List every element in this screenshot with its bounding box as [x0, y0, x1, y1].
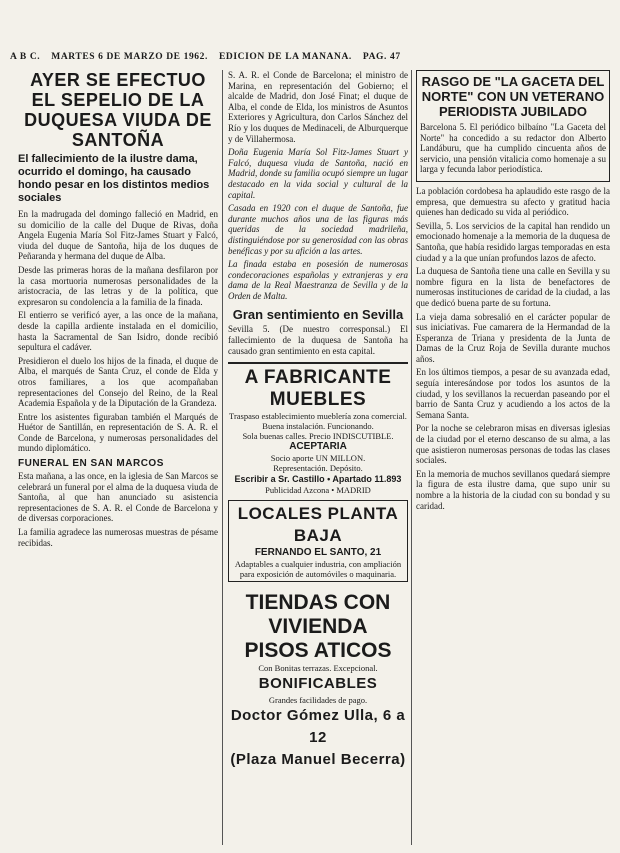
article-paragraph: Esta mañana, a las once, en la iglesia de San Marcos se celebrará un funeral por el alma de la duquesa viuda de Santoña, al que han anunciado su asistencia representaciones de S. A. R. el Conde de Barcelona y de diversas corporaciones.	[18, 471, 218, 524]
gaceta-headline: RASGO DE "LA GACETA DEL NORTE" CON UN VETERANO PERIODISTA JUBILADO	[421, 74, 605, 119]
column-1	[18, 70, 218, 850]
ad-line: Sola buenas calles. Precio INDISCUTIBLE.	[242, 431, 394, 442]
column-3	[416, 70, 610, 850]
ad-shops	[228, 588, 408, 771]
italic-paragraph: La finada estaba en posesión de numerosas condecoraciones españolas y extranjeras y era dama de la Real Maestranza de Sevilla y de la Orden de Malta.	[228, 259, 408, 301]
funeral-subhead: FUNERAL EN SAN MARCOS	[18, 458, 164, 470]
ad-contact: Escribir a Sr. Castillo • Apartado 11.893	[234, 474, 402, 485]
edition: EDICION DE LA MAÑANA.	[218, 52, 352, 62]
article-paragraph: Presidieron el duelo los hijos de la finada, el duque de Alba, el marqués de Santa Cruz, el conde de Elda y otros familiares, a los que acompañaban representaciones del Consejo del Reino, de la Real Academia Española y de la Diputación de la Grandeza.	[18, 355, 218, 409]
ad-premises	[228, 500, 408, 582]
ad-bold-line: ACEPTARIA	[289, 441, 347, 453]
column-2	[228, 70, 408, 850]
article-paragraph: En la madrugada del domingo falleció en Madrid, en su domicilio de la calle del Duque de Rivas, doña Angela Eugenia María Sol Fitz-James Stuart y Falcó, viuda del duque de Santoña, hija de los duques de Peñaranda y hermana del duque de Alba.	[18, 209, 218, 262]
ad-shops-facilities: Grandes facilidades de pago.	[268, 695, 368, 706]
ad-furniture-title: A FABRICANTE MUEBLES	[244, 367, 392, 411]
article-paragraph: Por la noche se celebraron misas en diversas iglesias de la ciudad por el eterno descanso de su alma, a las que asistieron numerosas personas de todas las clases sociales.	[416, 423, 610, 466]
ad-premises-address: FERNANDO EL SANTO, 21	[254, 547, 382, 559]
main-deck: El fallecimiento de la ilustre dama, ocurrido el domingo, ha causado hondo pesar en los distintos medios sociales	[18, 153, 210, 204]
ad-shops-address: Doctor Gómez Ulla, 6 a 12	[230, 707, 406, 747]
sevilla-text: Sevilla 5. (De nuestro corresponsal.) El fallecimiento de la duquesa de Santoña ha causado gran sentimiento en esta capital.	[228, 324, 408, 356]
issue-date: MARTES 6 DE MARZO DE 1962.	[51, 52, 208, 62]
ad-shops-small: Con Bonitas terrazas. Excepcional.	[258, 663, 378, 674]
running-head	[10, 52, 610, 66]
gaceta-box	[416, 70, 610, 182]
ad-line: Representación. Depósito.	[273, 463, 363, 474]
column-rule	[411, 70, 412, 845]
gaceta-text: Barcelona 5. El periódico bilbaíno "La Gaceta del Norte" ha concedido a su redactor don Alberto Landáburu, que ha cumplido cincuenta años de servicio, una pensión vitalicia como homenaje a su larga y fecunda labor periodística.	[420, 122, 606, 175]
article-paragraph: Desde las primeras horas de la mañana desfilaron por la casa mortuoria numerosas personalidades de la aristocracia, de las letras y de la política, que expresaron su condolencia a la familia de la finada.	[18, 264, 218, 307]
ad-agency: Publicidad Azcona • MADRID	[265, 485, 371, 496]
ad-premises-text: Adaptables a cualquier industria, con ampliación para exposición de automóviles o maquinaria.	[234, 559, 402, 580]
ad-shops-place: (Plaza Manuel Becerra)	[230, 751, 406, 769]
main-headline: AYER SE EFECTUO EL SEPELIO DE LA DUQUESA VIUDA DE SANTOÑA	[24, 70, 212, 150]
ad-shops-bonificables: BONIFICABLES	[258, 675, 378, 693]
ad-line: Traspaso establecimiento mueblería zona comercial. Buena instalación. Funcionando.	[229, 411, 407, 432]
article-paragraph: Sevilla, 5. Los servicios de la capital han rendido un emocionado homenaje a la memoria de la duquesa de Santoña, que había residido largas temporadas en esta ciudad y a la que unían profundos lazos de afecto.	[416, 220, 610, 263]
page-number: PAG. 47	[362, 52, 401, 62]
article-paragraph: En los últimos tiempos, a pesar de su avanzada edad, seguía interesándose por todos los asuntos de la ciudad, y los sevillanos la recuerdan paseando por el barrio de Santa Cruz y acudiendo a los actos de la Semana Santa.	[416, 367, 610, 420]
article-paragraph: En la memoria de muchos sevillanos quedará siempre la figura de esta ilustre dama, que supo unir su nombre a la historia de la ciudad con su bondad y su caridad.	[416, 468, 610, 511]
article-paragraph: El entierro se verificó ayer, a las once de la mañana, desde la capilla ardiente instalada en el domicilio, hasta la Sacramental de San Isidro, donde recibió sepultura el cadáver.	[18, 310, 218, 353]
sevilla-headline: Gran sentimiento en Sevilla	[232, 307, 404, 323]
article-paragraph: La familia agradece las numerosas muestras de pésame recibidas.	[18, 527, 218, 548]
ad-premises-title: LOCALES PLANTA BAJA	[237, 504, 399, 546]
article-paragraph: Entre los asistentes figuraban también el Marqués de Huétor de Santillán, en representación de S. A. R. el Conde de Barcelona, y numerosas personalidades del mundo diplomático.	[18, 411, 218, 454]
continuation-text: S. A. R. el Conde de Barcelona; el ministro de Marina, en representación del Gobierno; el alcalde de Madrid, don José Finat; el duque de Alba, el conde de Elda, los ministros de Asuntos Exteriores y Agricultura, don Carlos Sánchez del Río y los duques de Medinaceli, de Alburquerque y de Villahermosa.	[228, 70, 408, 144]
italic-paragraph: Casada en 1920 con el duque de Santoña, fue durante muchos años una de las figuras más queridas de la sociedad madrileña, distinguiéndose por su generosidad con las obras benéficas y por su afición a las artes.	[228, 203, 408, 256]
ad-line: Socio aporte UN MILLON.	[270, 453, 366, 464]
ad-shops-subtitle: PISOS ATICOS	[244, 639, 392, 663]
article-paragraph: La duquesa de Santoña tiene una calle en Sevilla y su nombre figura en la lista de benefactores de numerosas instituciones de caridad de la ciudad, a las que dedicó buena parte de su fortuna.	[416, 266, 610, 308]
paper-name: A B C.	[10, 52, 41, 62]
ad-shops-title: TIENDAS CON VIVIENDA	[245, 591, 391, 639]
article-paragraph: La población cordobesa ha aplaudido este rasgo de la empresa, que demuestra su afecto y gratitud hacia quienes han dedicado su vida al periódico.	[416, 185, 610, 218]
article-paragraph: La vieja dama sobresalió en el carácter popular de sus iniciativas. Fue camarera de la Hermandad de la Esperanza de Triana y presidenta de la Junta de Damas de la Cruz Roja de Sevilla durante muchos años.	[416, 311, 610, 364]
ad-furniture	[228, 362, 408, 495]
column-rule	[222, 70, 223, 845]
italic-paragraph: Doña Eugenia María Sol Fitz-James Stuart y Falcó, duquesa viuda de Santoña, nació en Madrid, donde su familia ocupó siempre un lugar destacado en la vida social y cultural de la capital.	[228, 147, 408, 200]
